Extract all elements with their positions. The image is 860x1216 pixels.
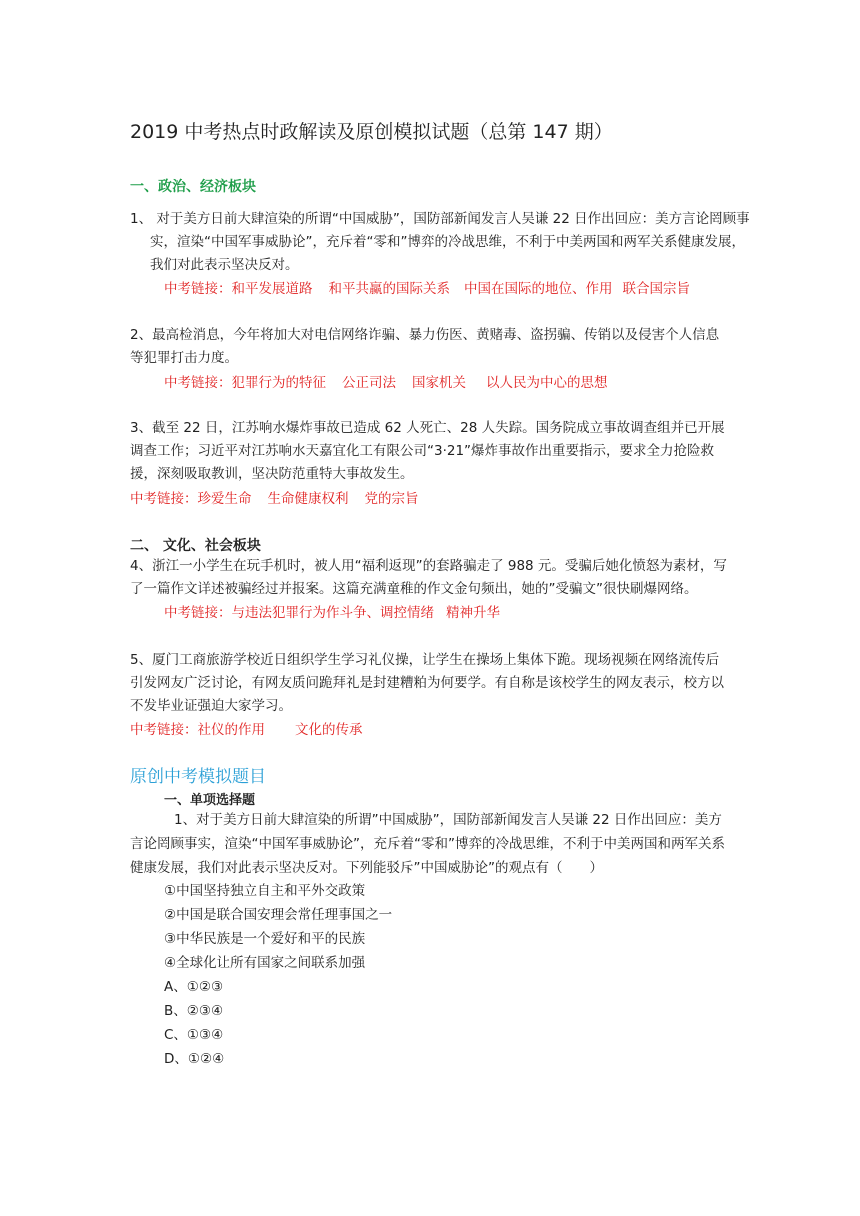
exam-link-4 bbox=[164, 601, 500, 621]
question-1-stem: 1、对于美方日前大肆渲染的所谓”中国威胁”，国防部新闻发言人吴谦 22 日作出回应：美方言论罔顾事实，渲染“中国军事威胁论”，充斥着“零和”博弈的冷战思维，不利于中美两国和两军关系健康发展，我们对此表示坚决反对。下列能驳斥”中国威胁论”的观点有（ ） bbox=[130, 812, 725, 876]
exam-link-1 bbox=[164, 277, 690, 297]
section-heading-culture-society: 二、 文化、社会板块 bbox=[130, 538, 261, 554]
exam-link-4-part-2: 精神升华 bbox=[446, 605, 500, 621]
exam-link-5-part-2: 文化的传承 bbox=[295, 722, 363, 738]
exam-link-1-part-3: 中国在国际的地位、作用 bbox=[464, 281, 613, 297]
choice-d: D、①②④ bbox=[164, 1051, 225, 1067]
exam-link-2 bbox=[164, 371, 608, 391]
exam-link-3-part-1: 中考链接：珍爱生命 bbox=[130, 491, 252, 507]
section-heading-politics-economy: 一、政治、经济板块 bbox=[130, 179, 256, 195]
news-item-1: 1、 对于美方日前大肆渲染的所谓“中国威胁”，国防部新闻发言人吴谦 22 日作出回应：美方言论罔顾事实，渲染“中国军事威胁论”，充斥着“零和”博弈的冷战思维，不利于中美两国和两军关系健康发展，我们对此表示坚决反对。 bbox=[130, 211, 750, 273]
exam-link-3 bbox=[130, 487, 419, 507]
exam-link-5 bbox=[130, 718, 363, 738]
exam-link-3-part-3: 党的宗旨 bbox=[364, 491, 419, 507]
exam-link-3-part-2: 生命健康权利 bbox=[267, 491, 349, 507]
exam-link-4-part-1: 中考链接：与违法犯罪行为作斗争、调控情绪 bbox=[164, 605, 434, 621]
news-item-2: 2、最高检消息，今年将加大对电信网络诈骗、暴力伤医、黄赌毒、盗拐骗、传销以及侵害个人信息等犯罪打击力度。 bbox=[130, 327, 720, 366]
statement-4: ④全球化让所有国家之间联系加强 bbox=[164, 955, 366, 971]
statement-1: ①中国坚持独立自主和平外交政策 bbox=[164, 883, 366, 899]
exam-link-2-part-4: 以人民为中心的思想 bbox=[486, 375, 608, 391]
statement-2: ②中国是联合国安理会常任理事国之一 bbox=[164, 907, 393, 923]
exam-link-2-part-3: 国家机关 bbox=[412, 375, 466, 391]
statement-3: ③中华民族是一个爱好和平的民族 bbox=[164, 931, 366, 947]
exam-link-2-part-2: 公正司法 bbox=[342, 375, 396, 391]
choice-a: A、①②③ bbox=[164, 979, 224, 995]
news-item-3: 3、截至 22 日，江苏响水爆炸事故已造成 62 人死亡、28 人失踪。国务院成立事故调查组并已开展调查工作；习近平对江苏响水天嘉宜化工有限公司“3·21”爆炸事故作出重要指示，要求全力抢险救援，深刻吸取教训，坚决防范重特大事故发生。 bbox=[130, 420, 725, 482]
document-title: 2019 中考热点时政解读及原创模拟试题（总第 147 期） bbox=[130, 121, 613, 143]
exam-link-5-part-1: 中考链接：社仪的作用 bbox=[130, 722, 265, 738]
choice-c: C、①③④ bbox=[164, 1027, 224, 1043]
exam-link-1-part-1: 中考链接：和平发展道路 bbox=[164, 281, 313, 297]
original-exam-heading: 原创中考模拟题目 bbox=[130, 767, 266, 787]
news-item-5: 5、厦门工商旅游学校近日组织学生学习礼仪操，让学生在操场上集体下跪。现场视频在网络流传后引发网友广泛讨论，有网友质问跪拜礼是封建糟粕为何要学。有自称是该校学生的网友表示，校方以不发毕业证强迫大家学习。 bbox=[130, 652, 724, 714]
news-item-4: 4、浙江一小学生在玩手机时，被人用“福利返现”的套路骗走了 988 元。受骗后她化愤怒为素材，写了一篇作文详述被骗经过并报案。这篇充满童稚的作文金句频出，她的”受骗文”很快刷爆网络。 bbox=[130, 558, 727, 597]
choice-b: B、②③④ bbox=[164, 1003, 224, 1019]
exam-link-1-part-2: 和平共赢的国际关系 bbox=[328, 281, 450, 297]
single-choice-subheading: 一、单项选择题 bbox=[164, 793, 256, 808]
exam-link-2-part-1: 中考链接：犯罪行为的特征 bbox=[164, 375, 326, 391]
exam-link-1-part-4: 联合国宗旨 bbox=[622, 281, 690, 297]
